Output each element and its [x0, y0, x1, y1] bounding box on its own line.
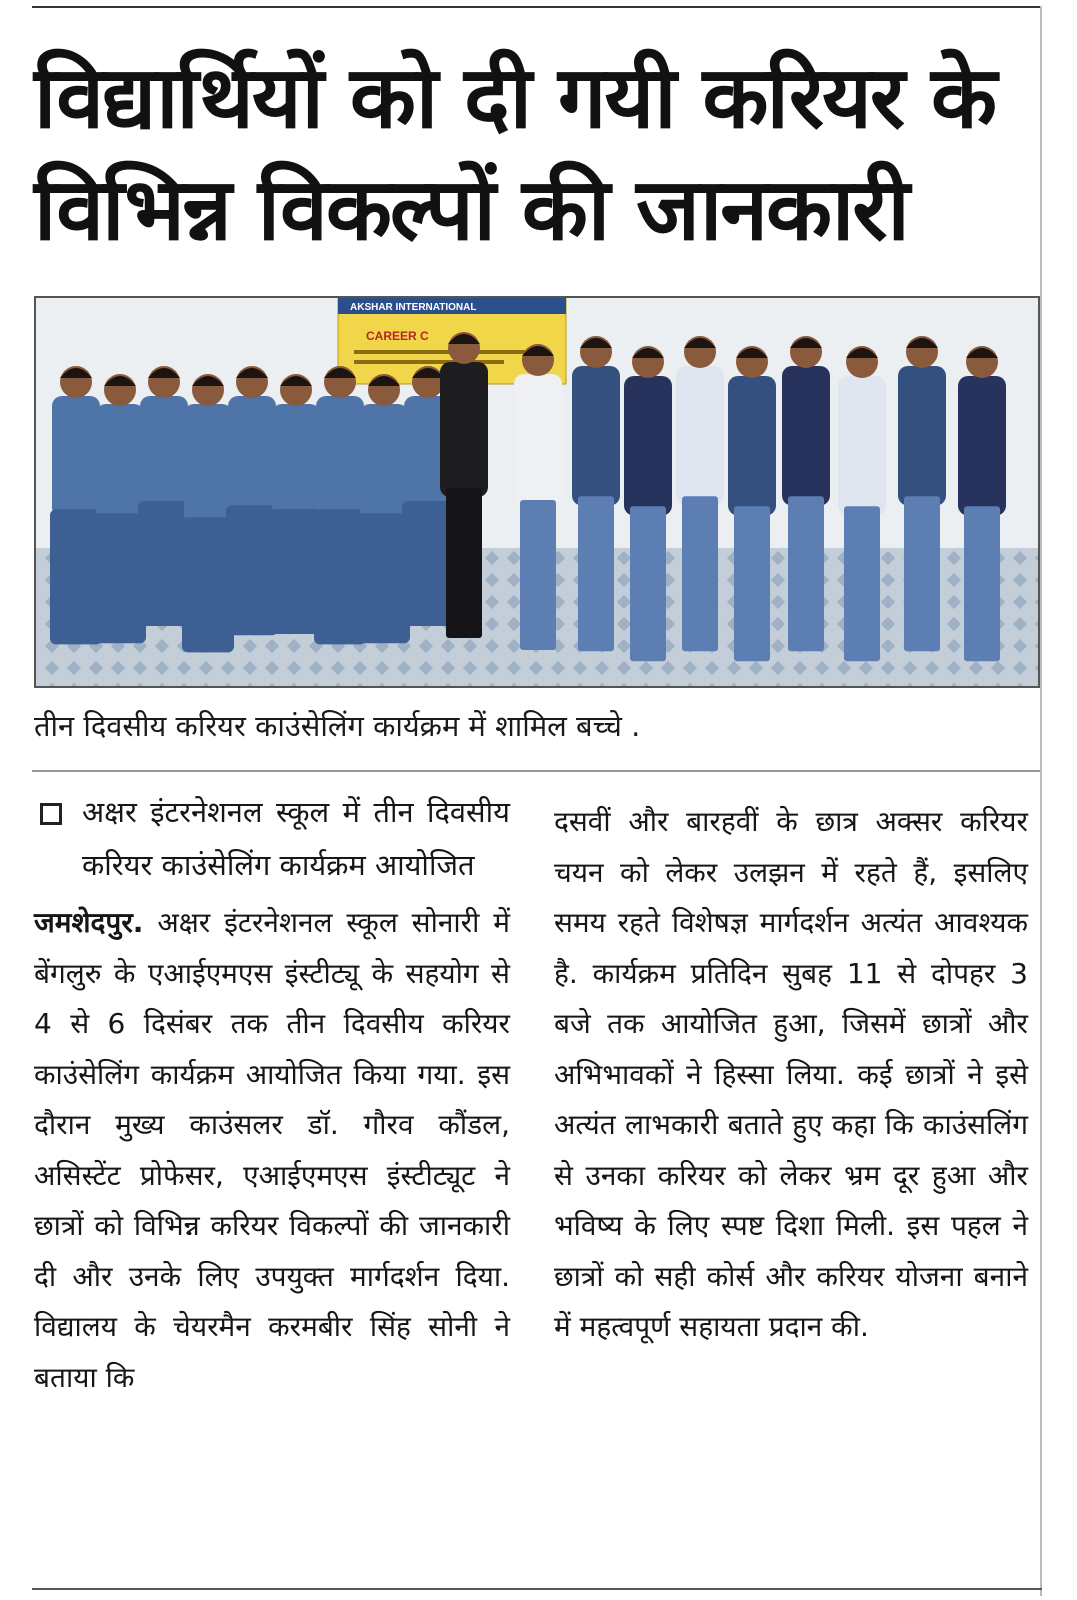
article-column-right	[554, 797, 1028, 1353]
student-boy	[572, 336, 620, 651]
student-boy	[676, 336, 724, 651]
headline	[34, 42, 1034, 266]
kicker-text: अक्षर इंटरनेशनल स्कूल में तीन दिवसीय करियर काउंसेलिंग कार्यक्रम आयोजित	[82, 795, 510, 882]
group-photo-illustration	[36, 298, 1038, 686]
banner-line-1: AKSHAR INTERNATIONAL	[350, 302, 477, 313]
caption-rule	[32, 770, 1040, 772]
banner-line-2: CAREER C	[366, 329, 429, 343]
student-boy	[728, 346, 776, 661]
bottom-rule	[32, 1588, 1042, 1590]
dateline: जमशेदपुर.	[34, 906, 144, 939]
headline-line-1: विद्यार्थियों को दी गयी करियर के	[34, 48, 996, 148]
student-boy	[514, 344, 562, 650]
article-column-left	[34, 786, 510, 1403]
top-rule	[32, 6, 1042, 8]
photo-caption: तीन दिवसीय करियर काउंसेलिंग कार्यक्रम में शामिल बच्चे .	[34, 709, 641, 743]
body-paragraph-left	[34, 898, 510, 1403]
student-boy	[958, 346, 1006, 661]
student-boy	[440, 332, 488, 638]
square-bullet-icon	[40, 803, 62, 825]
headline-line-2: विभिन्न विकल्पों की जानकारी	[34, 160, 908, 260]
body-text-left: अक्षर इंटरनेशनल स्कूल सोनारी में बेंगलुरु के एआईएमएस इंस्टीट्यू के सहयोग से 4 से 6 दिसंबर तक तीन दिवसीय करियर काउंसेलिंग कार्यक्रम आयोजित किया गया. इस दौरान मुख्य काउंसलर डॉ. गौरव कौंडल, असिस्टेंट प्रोफेसर, एआईएमएस इंस्टीट्यूट ने छात्रों को विभिन्न करियर विकल्पों की जानकारी दी और उनके लिए उपयुक्त मार्गदर्शन दिया. विद्यालय के चेयरमैन करमबीर सिंह सोनी ने बताया कि	[34, 906, 510, 1394]
student-boy	[838, 346, 886, 661]
student-boy	[624, 346, 672, 661]
student-boy	[898, 336, 946, 651]
column-rule-right	[1040, 6, 1042, 1596]
group-photo	[34, 296, 1040, 688]
student-boy	[782, 336, 830, 651]
kicker	[34, 786, 510, 892]
body-text-right: दसवीं और बारहवीं के छात्र अक्सर करियर चयन को लेकर उलझन में रहते हैं, इसलिए समय रहते विशेषज्ञ मार्गदर्शन अत्यंत आवश्यक है. कार्यक्रम प्रतिदिन सुबह 11 से दोपहर 3 बजे तक आयोजित हुआ, जिसमें छात्रों और अभिभावकों ने हिस्सा लिया. कई छात्रों ने इसे अत्यंत लाभकारी बताते हुए कहा कि काउंसलिंग से उनका करियर को लेकर भ्रम दूर हुआ और भविष्य के लिए स्पष्ट दिशा मिली. इस पहल ने छात्रों को सही कोर्स और करियर योजना बनाने में महत्वपूर्ण सहायता प्रदान की.	[554, 805, 1028, 1343]
